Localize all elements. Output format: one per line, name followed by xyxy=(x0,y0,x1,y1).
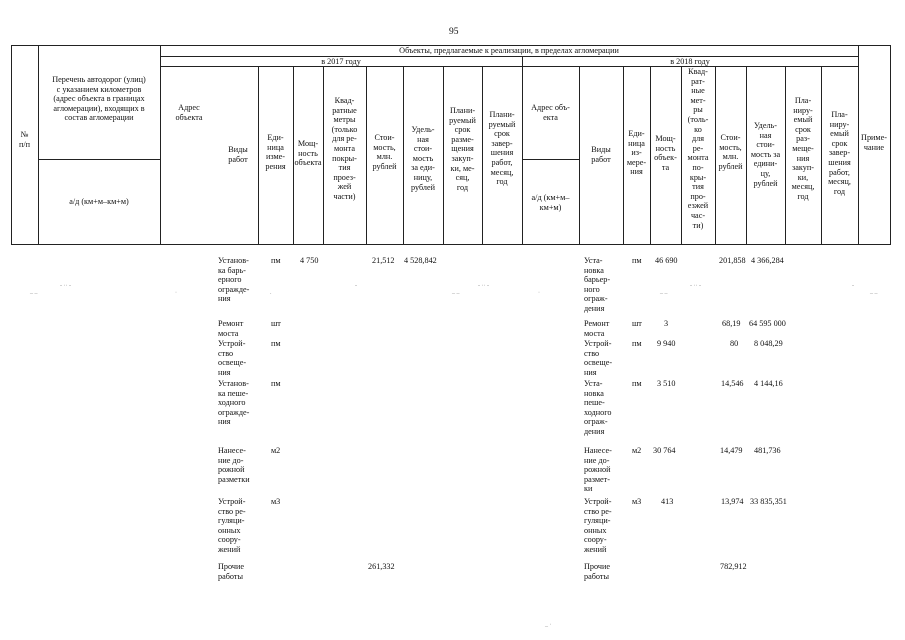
header-2018-cost: Стои- мость, млн. рублей xyxy=(718,133,743,171)
header-2017-sqm: Квад- ратные метры (только для ре- монта покры- тия проез- жей части) xyxy=(331,96,358,201)
cell-2018-cost: 14,546 xyxy=(721,379,744,388)
cell-2017-unit: м3 xyxy=(271,497,281,506)
cell-2018-work: Уста- новка пеше- ходного ограж- дения xyxy=(584,379,612,436)
cell-2018-unit: пм xyxy=(632,339,642,348)
header-road-list: Перечень автодорог (улиц) с указанием километров (адрес объекта в границах агломерации), входящих в состав агломерации xyxy=(52,75,146,123)
header-2017-unit-cost: Удель- ная стои- мость за еди- ницу, рублей xyxy=(410,125,436,192)
cell-2018-cost: 201,858 xyxy=(719,256,746,265)
header-2017-plan-purchase: Плани- руемый срок разме- щения закуп- ки, ме- сяц, год xyxy=(449,106,476,192)
cell-2018-unit: пм xyxy=(632,256,642,265)
header-road-sub: а/д (км+м–км+м) xyxy=(69,197,129,206)
header-2018-plan-purchase: Пла- ниру- емый срок раз- меще- ния закуп- ки, месяц, год xyxy=(791,96,815,201)
cell-2017-work: Установ- ка пеше- ходного огражде- ния xyxy=(218,379,250,427)
header-year-2017: в 2017 году xyxy=(321,57,361,66)
cell-2017-cost: 21,512 xyxy=(372,256,395,265)
cell-2018-unit-cost: 64 595 000 xyxy=(749,319,786,328)
cell-2018-work: Устрой- ство освеще- ния xyxy=(584,339,613,377)
header-2018-address-sub: а/д (км+м– км+м) xyxy=(531,193,570,212)
cell-2017-power: 4 750 xyxy=(300,256,319,265)
cell-2018-unit-cost: 33 835,351 xyxy=(750,497,787,506)
cell-2018-cost: 14,479 xyxy=(720,446,743,455)
cell-2017-work: Устрой- ство ре- гуляци- онных соору- жений xyxy=(218,497,246,554)
header-2017-address: Адрес объекта xyxy=(175,103,203,122)
cell-2018-cost: 13,974 xyxy=(721,497,744,506)
cell-2017-work: Ремонт моста xyxy=(218,319,244,338)
cell-2017-work: Прочие работы xyxy=(218,562,245,581)
cell-2018-unit: м3 xyxy=(632,497,642,506)
header-2018-address: Адрес объ- екта xyxy=(531,103,570,122)
cell-2018-power: 30 764 xyxy=(653,446,676,455)
cell-2017-unit: м2 xyxy=(271,446,281,455)
cell-2017-cost: 261,332 xyxy=(368,562,395,571)
header-2018-plan-finish: Пла- ниру- емый срок завер- шения работ, месяц, год xyxy=(828,110,851,196)
cell-2018-unit-cost: 481,736 xyxy=(754,446,781,455)
cell-2018-power: 46 690 xyxy=(655,256,678,265)
cell-2018-power: 9 940 xyxy=(657,339,676,348)
header-2018-unit-cost: Удель- ная стои- мость за едини- цу, рублей xyxy=(750,121,781,188)
cell-2017-unit: шт xyxy=(271,319,281,328)
header-2017-work-types: Виды работ xyxy=(228,145,248,164)
header-2018-work-types: Виды работ xyxy=(591,145,611,164)
cell-2017-work: Устрой- ство освеще- ния xyxy=(218,339,247,377)
header-2018-power: Мощ- ность объек- та xyxy=(654,134,677,172)
cell-2018-unit-cost: 8 048,29 xyxy=(754,339,783,348)
cell-2018-unit-cost: 4 144,16 xyxy=(754,379,783,388)
cell-2018-cost: 68,19 xyxy=(722,319,741,328)
page-number: 95 xyxy=(449,27,459,37)
cell-2017-unit: пм xyxy=(271,379,281,388)
cell-2018-work: Устрой- ство ре- гуляци- онных соору- жений xyxy=(584,497,612,554)
cell-2017-unit-cost: 4 528,842 xyxy=(404,256,437,265)
header-note: Приме- чание xyxy=(861,133,887,152)
cell-2018-unit: шт xyxy=(632,319,642,328)
header-2017-plan-finish: Плани- руемый срок завер- шения работ, месяц, год xyxy=(488,110,516,187)
cell-2017-work: Нанесе- ние до- рожной разметки xyxy=(218,446,250,484)
cell-2018-unit-cost: 4 366,284 xyxy=(751,256,784,265)
cell-2017-unit: пм xyxy=(271,256,281,265)
cell-2018-cost: 782,912 xyxy=(720,562,747,571)
header-2018-unit: Еди- ница из- мере- ния xyxy=(626,129,647,177)
cell-2018-work: Прочие работы xyxy=(584,562,611,581)
header-2017-unit: Еди- ница изме- рения xyxy=(265,133,286,171)
header-2018-sqm: Квад- рат- ные мет- ры (толь- ко для ре- монта по- кры- тия про- езжей час- ти) xyxy=(687,67,709,230)
cell-2018-work: Нанесе- ние до- рожной размет- ки xyxy=(584,446,612,494)
cell-2018-power: 413 xyxy=(661,497,674,506)
header-num: № п/п xyxy=(18,130,31,149)
cell-2018-work: Ремонт моста xyxy=(584,319,610,338)
cell-2018-unit: пм xyxy=(632,379,642,388)
cell-2018-power: 3 xyxy=(664,319,669,328)
cell-2018-cost: 80 xyxy=(730,339,739,348)
header-2017-power: Мощ- ность объекта xyxy=(294,139,322,168)
cell-2018-power: 3 510 xyxy=(657,379,676,388)
header-objects: Объекты, предлагаемые к реализации, в пределах агломерации xyxy=(399,46,619,55)
cell-2017-unit: пм xyxy=(271,339,281,348)
header-year-2018: в 2018 году xyxy=(670,57,710,66)
cell-2017-work: Установ- ка барь- ерного огражде- ния xyxy=(218,256,250,304)
header-2017-cost: Стои- мость, млн. рублей xyxy=(372,133,397,171)
cell-2018-unit: м2 xyxy=(632,446,642,455)
cell-2018-work: Уста- новка барьер- ного ограж- дения xyxy=(584,256,611,313)
